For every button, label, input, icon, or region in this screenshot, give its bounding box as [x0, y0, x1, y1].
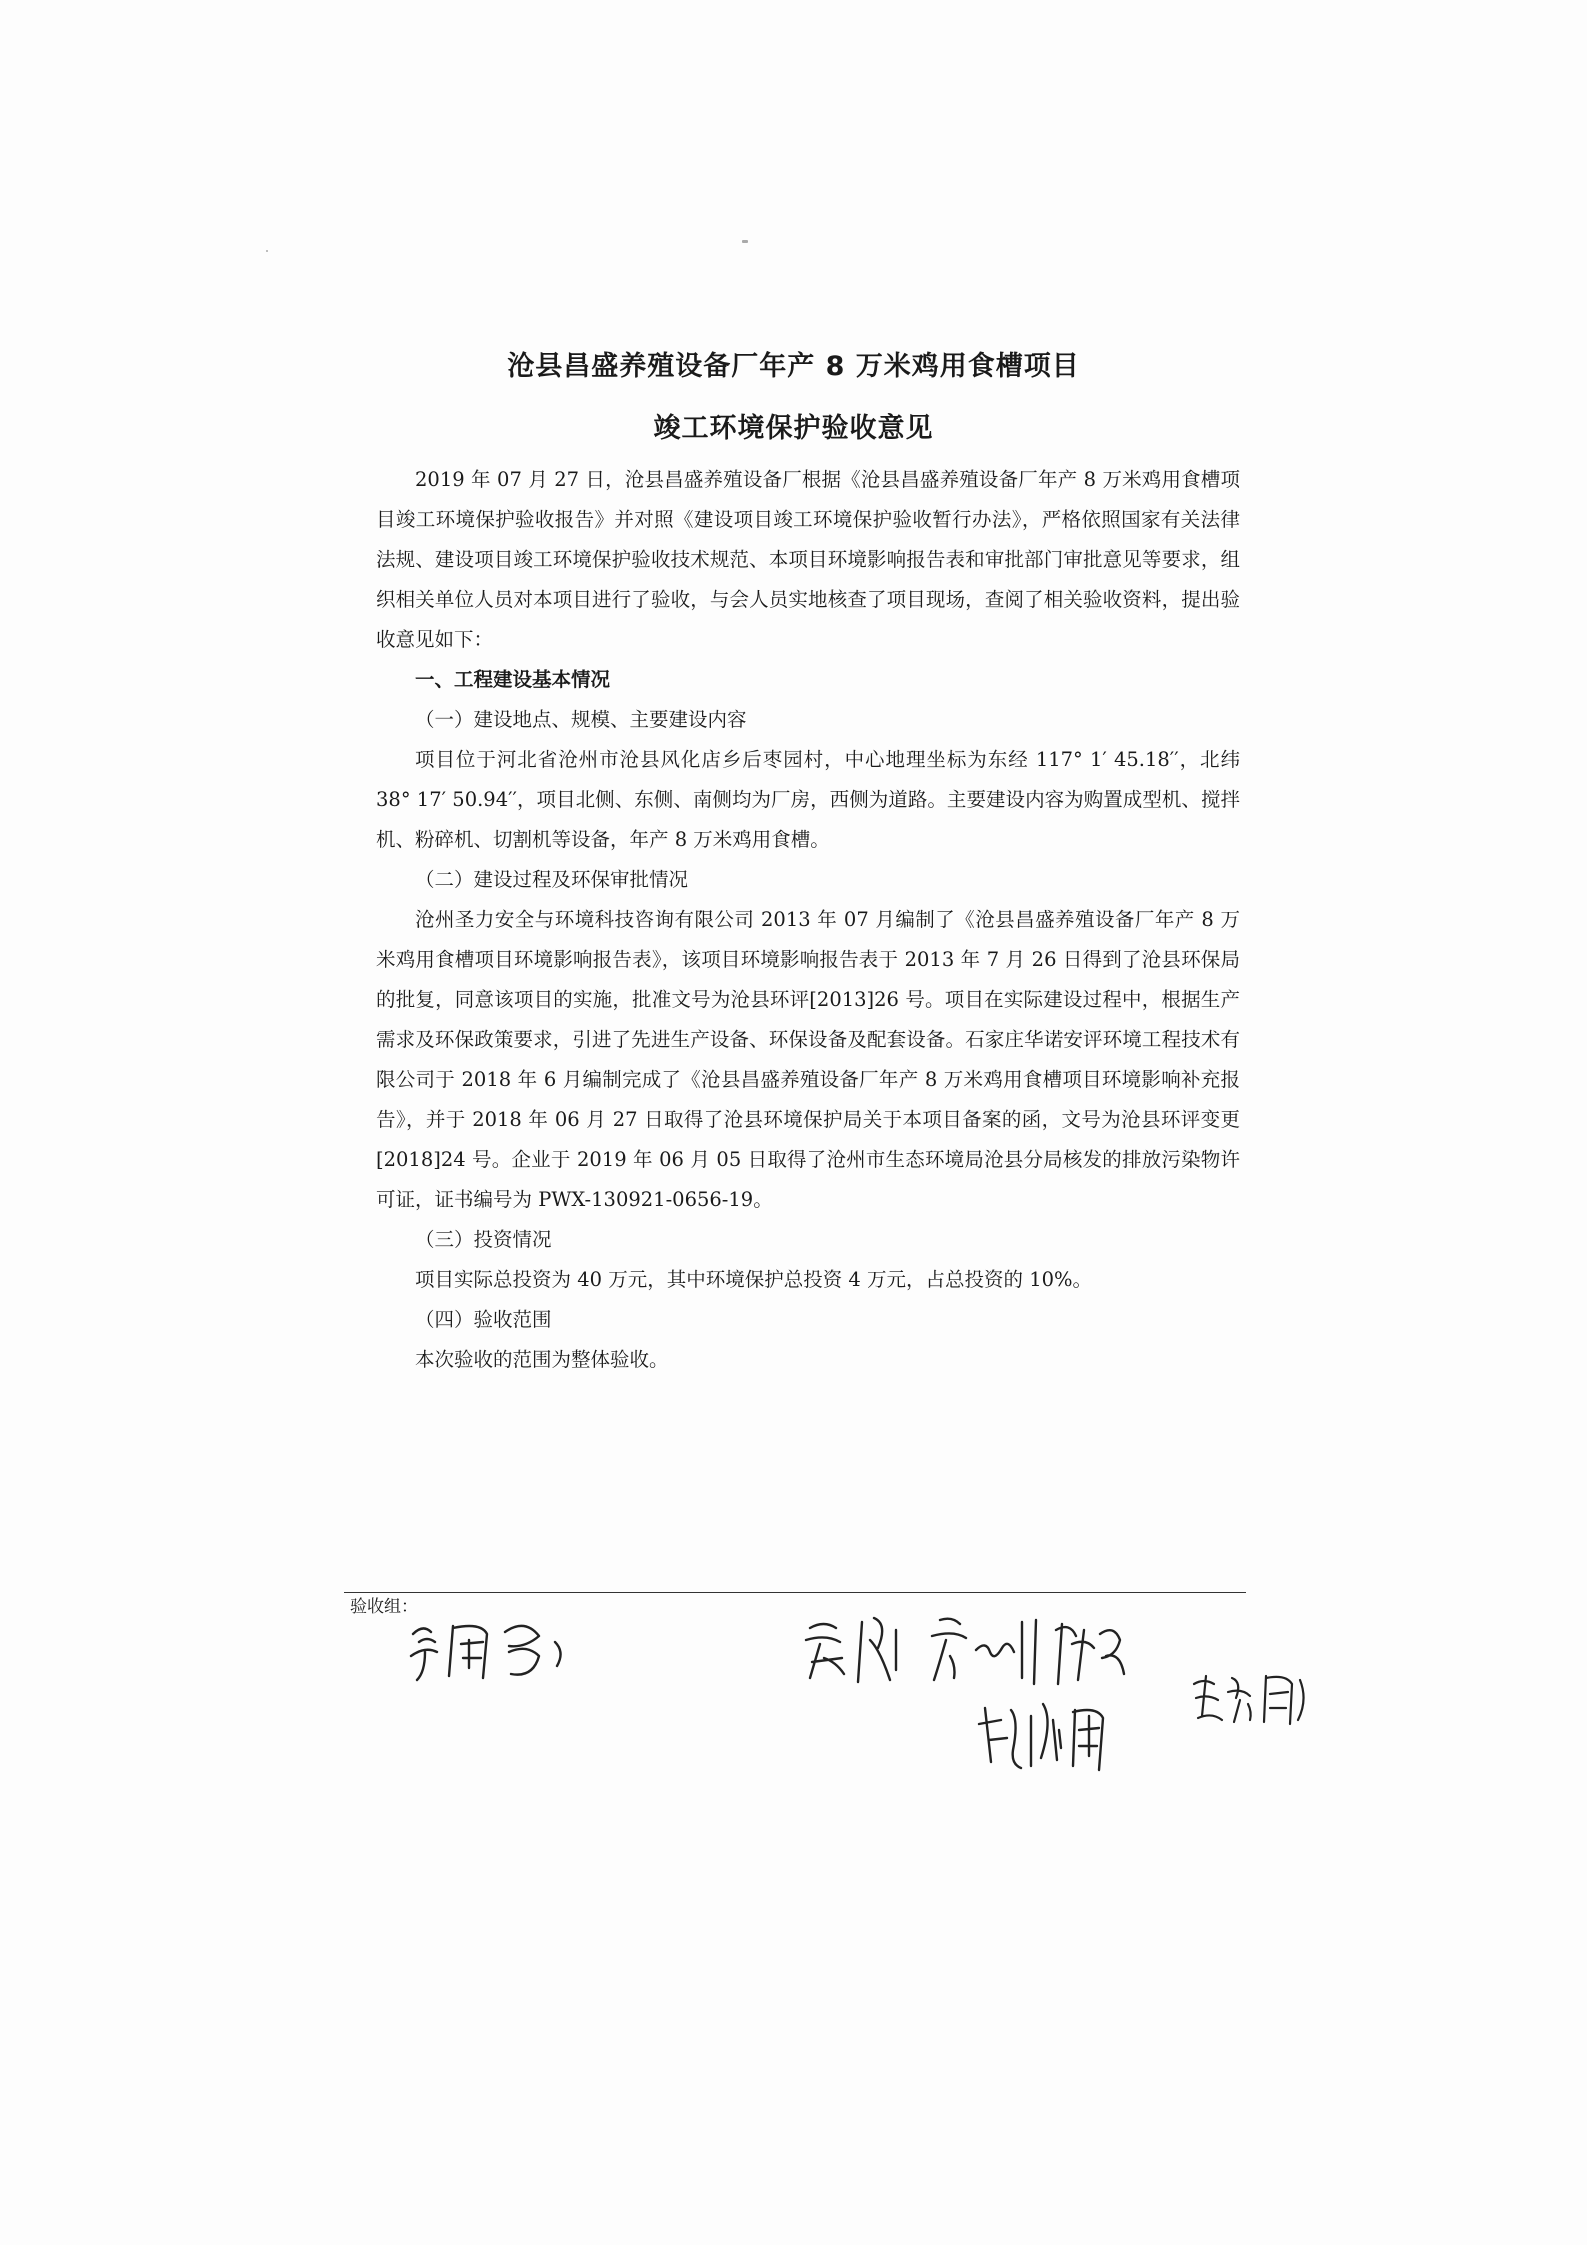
- document-title: 沧县昌盛养殖设备厂年产 8 万米鸡用食槽项目: [507, 351, 1080, 382]
- signature-divider: [344, 1592, 1246, 1593]
- handwritten-signature: [1188, 1662, 1318, 1732]
- investment-paragraph: 项目实际总投资为 40 万元，其中环境保护总投资 4 万元，占总投资的 10%。: [415, 1268, 1093, 1291]
- subsection-heading: （四）验收范围: [415, 1308, 552, 1331]
- document-body: [376, 460, 1240, 1380]
- location-paragraph: 项目位于河北省沧州市沧县风化店乡后枣园村，中心地理坐标为东经 117° 1′ 45.18′′，北纬 38° 17′ 50.94′′，项目北侧、东侧、南侧均为厂房，西侧为道路。主要建设内容为购置成型机、搅拌机、粉碎机、切割机等设备，年产 8 万米鸡用食槽。: [376, 748, 1240, 851]
- handwritten-signature: [405, 1612, 575, 1687]
- process-paragraph: 沧州圣力安全与环境科技咨询有限公司 2013 年 07 月编制了《沧县昌盛养殖设备厂年产 8 万米鸡用食槽项目环境影响报告表》，该项目环境影响报告表于 2013 年 7 月 26 日得到了沧县环保局的批复，同意该项目的实施，批准文号为沧县环评[2013]26 号。项目在实际建设过程中，根据生产需求及环保政策要求，引进了先进生产设备、环保设备及配套设备。石家庄华诺安评环境工程技术有限公司于 2018 年 6 月编制完成了《沧县昌盛养殖设备厂年产 8 万米鸡用食槽项目环境影响补充报告》，并于 2018 年 06 月 27 日取得了沧县环境保护局关于本项目备案的函，文号为沧县环评变更 [2018]24 号。企业于 2019 年 06 月 05 日取得了沧州市生态环境局沧县分局核发的排放污染物许可证，证书编号为 PWX-130921-0656-19。: [376, 908, 1240, 1211]
- scan-speck: [266, 250, 268, 252]
- subsection-heading: （二）建设过程及环保审批情况: [415, 868, 689, 891]
- subsection-heading: （三）投资情况: [415, 1228, 552, 1251]
- subsection-heading: （一）建设地点、规模、主要建设内容: [415, 708, 747, 731]
- section-heading: 一、工程建设基本情况: [415, 668, 611, 691]
- document-subtitle: 竣工环境保护验收意见: [653, 413, 934, 444]
- handwritten-signature: [975, 1690, 1135, 1780]
- signature-label: 验收组：: [350, 1597, 418, 1617]
- intro-paragraph: 2019 年 07 月 27 日，沧县昌盛养殖设备厂根据《沧县昌盛养殖设备厂年产 8 万米鸡用食槽项目竣工环境保护验收报告》并对照《建设项目竣工环境保护验收暂行办法》，严格依照国家有关法律法规、建设项目竣工环境保护验收技术规范、本项目环境影响报告表和审批部门审批意见等要求，组织相关单位人员对本项目进行了验收，与会人员实地核查了项目现场，查阅了相关验收资料，提出验收意见如下：: [376, 468, 1240, 651]
- scope-paragraph: 本次验收的范围为整体验收。: [415, 1348, 669, 1371]
- scan-speck: [742, 240, 748, 243]
